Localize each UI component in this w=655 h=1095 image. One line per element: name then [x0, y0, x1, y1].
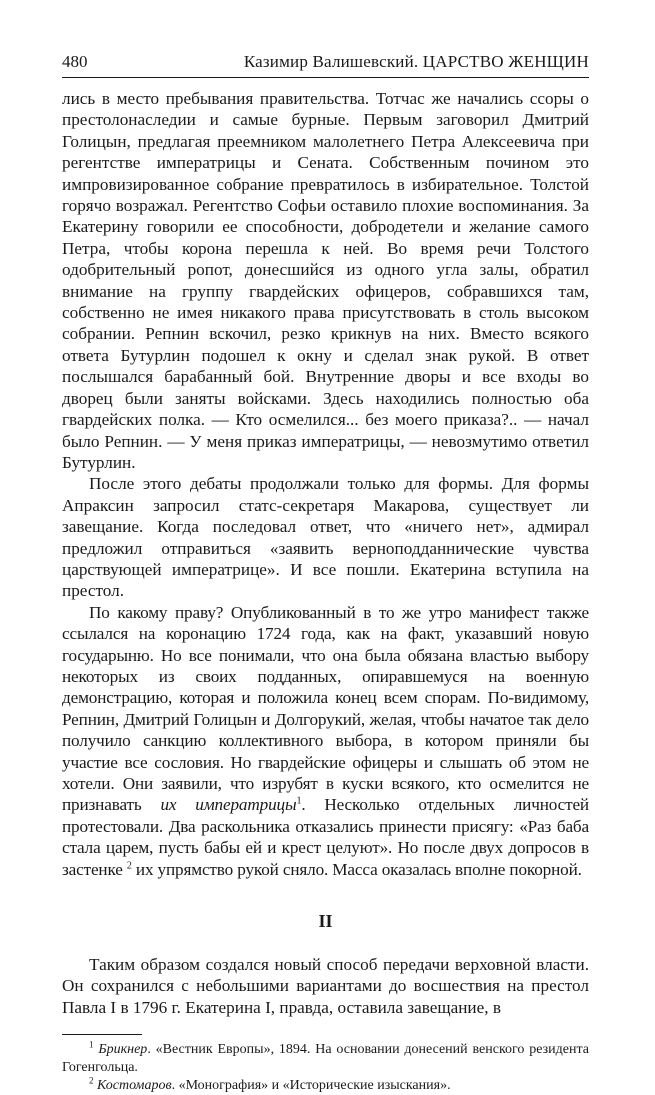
paragraph-3-text-a: По какому праву? Опубликованный в то же утро манифест также ссылался на коронацию 1724 года, как на факт, указавший новую государыню. Но все понимали, что она была обязана властью выбору некоторых из своих подданных, опиравшемуся на военную демонстрацию, которая и положила конец всем спорам. По-видимому, Репнин, Дмитрий Голицын и Долгорукий, желая, чтобы начатое так дело получило санкцию коллективного выбора, в котором приняли бы участие все сословия. Но гвардейские офицеры и слышать об этом не хотели. Они заявили, что изрубят в куски всякого, кто осмелится не признавать	[62, 602, 589, 815]
footnote-1-text: . «Вестник Европы», 1894. На основании донесений венского резидента Гогенгольца.	[62, 1042, 590, 1076]
footnote-divider	[62, 1034, 142, 1035]
footnote-2-mark: 2	[89, 1075, 94, 1086]
footnote-2-text: . «Монография» и «Исторические изыскания».	[171, 1078, 451, 1094]
paragraph-2: После этого дебаты продолжали только для формы. Для формы Апраксин запросил статс-секретаря Макарова, существует ли завещание. Когда последовал ответ, что «ничего нет», адмирал предложил отправиться «заявить верноподданнические чувства царствующей императрице». И все пошли. Екатерина вступила на престол.	[62, 474, 589, 601]
section-paragraph: Таким образом создался новый способ передачи верховной власти. Он сохранился с небольшими вариантами до восшествия на престол Павла I в 1796 г. Екатерина I, правда, оставила завещание, в	[62, 955, 589, 1017]
book-page	[62, 52, 589, 1095]
italic-phrase: их императрицы	[160, 795, 297, 815]
paragraph-3	[62, 602, 589, 880]
paragraph-1: лись в место пребывания правительства. Тотчас же начались ссоры о престолонаследии и самые бурные. Первым заговорил Дмитрий Голицын, предлагая преемником малолетнего Петра Алексеевича при регентстве императрицы и Сената. Собственным почином это импровизированное собрание превратилось в избирательное. Толстой горячо возражал. Регентство Софьи оставило плохие воспоминания. За Екатерину говорили ее способности, добродетели и желание самого Петра, чтобы корона перешла к ней. Во время речи Толстого одобрительный ропот, донесшийся из одного угла залы, обратил внимание на группу гвардейских офицеров, собравшихся там, собственно не имея никакого права присутствовать в столь высоком собрании. Репнин вскочил, резко крикнув на них. Вместо всякого ответа Бутурлин подошел к окну и сделал знак рукой. В ответ послышался барабанный бой. Внутренние дворы и все входы во дворец были заняты войсками. Здесь находились полностью оба гвардейских полка. — Кто осмелился... без моего приказа?.. — начал было Репнин. — У меня приказ императрицы, — невозмутимо ответил Бутурлин.	[62, 89, 589, 472]
running-title: Казимир Валишевский. ЦАРСТВО ЖЕНЩИН	[243, 52, 589, 71]
section-text	[62, 954, 589, 1018]
footnotes	[62, 1041, 589, 1095]
page-number: 480	[62, 52, 88, 71]
footnote-1-mark: 1	[89, 1039, 94, 1050]
main-text	[62, 88, 589, 880]
footnote-1-author: Брикнер	[98, 1042, 148, 1058]
footnote-1	[62, 1041, 589, 1077]
paragraph-3-text-c: их упрямство рукой сняло. Масса оказалась вполне покорной.	[131, 859, 582, 879]
footnote-ref-1: 1	[296, 795, 302, 807]
running-header	[62, 52, 589, 78]
paragraph-3-text-b: . Несколько отдельных личностей протестовали. Два раскольника отказались принести присягу: «Раз баба стала царем, пусть бабы ей и крест целуют». Но после двух допросов в застенке	[62, 795, 589, 879]
footnote-2-author: Костомаров	[97, 1078, 172, 1094]
footnote-2	[62, 1077, 589, 1095]
footnote-ref-2: 2	[126, 859, 132, 871]
section-heading: II	[318, 911, 333, 932]
